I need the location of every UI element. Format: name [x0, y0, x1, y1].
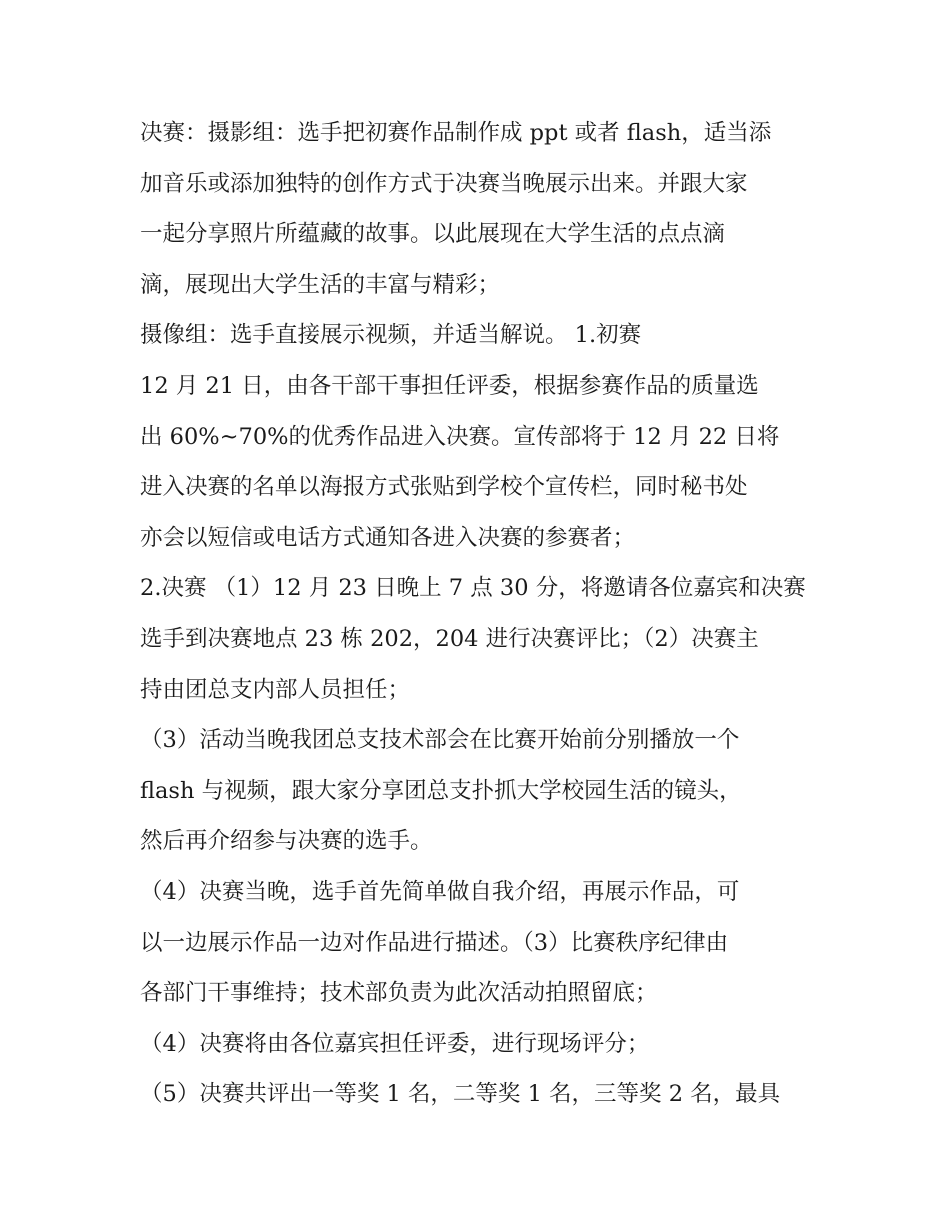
text-line: 进入决赛的名单以海报方式张贴到学校个宣传栏，同时秘书处	[140, 474, 748, 501]
text-line: 决赛：摄影组：选手把初赛作品制作成 ppt 或者 flash，适当添	[140, 120, 772, 146]
text-line: 滴，展现出大学生活的丰富与精彩；	[140, 271, 501, 298]
text-line: 一起分享照片所蕴藏的故事。以此展现在大学生活的点点滴	[140, 221, 726, 248]
text-line: 选手到决赛地点 23 栋 202，204 进行决赛评比；（2）决赛主	[140, 625, 759, 652]
text-line: （4）决赛当晚，选手首先简单做自我介绍，再展示作品，可	[140, 878, 740, 905]
text-line: 然后再介绍参与决赛的选手。	[140, 828, 433, 855]
text-line: 摄像组：选手直接展示视频，并适当解说。 1.初赛	[140, 322, 642, 349]
text-line: 以一边展示作品一边对作品进行描述。（3）比赛秩序纪律由	[140, 929, 729, 956]
text-line: （5）决赛共评出一等奖 1 名，二等奖 1 名，三等奖 2 名，最具	[140, 1081, 781, 1108]
text-line: 出 60%~70%的优秀作品进入决赛。宣传部将于 12 月 22 日将	[140, 423, 780, 450]
text-line: （3）活动当晚我团总支技术部会在比赛开始前分别播放一个	[140, 727, 740, 754]
text-line: flash 与视频，跟大家分享团总支扑抓大学校园生活的镜头，	[140, 777, 742, 804]
text-line: 2.决赛 （1）12 月 23 日晚上 7 点 30 分，将邀请各位嘉宾和决赛	[140, 575, 806, 602]
text-line: （4）决赛将由各位嘉宾担任评委，进行现场评分；	[140, 1030, 650, 1057]
text-line: 持由团总支内部人员担任；	[140, 676, 411, 703]
text-line: 亦会以短信或电话方式通知各进入决赛的参赛者；	[140, 524, 636, 551]
text-line: 各部门干事维持；技术部负责为此次活动拍照留底；	[140, 980, 658, 1007]
text-line: 12 月 21 日，由各干部干事担任评委，根据参赛作品的质量选	[140, 372, 759, 399]
text-line: 加音乐或添加独特的创作方式于决赛当晚展示出来。并跟大家	[140, 170, 748, 197]
document-body	[140, 108, 820, 1120]
